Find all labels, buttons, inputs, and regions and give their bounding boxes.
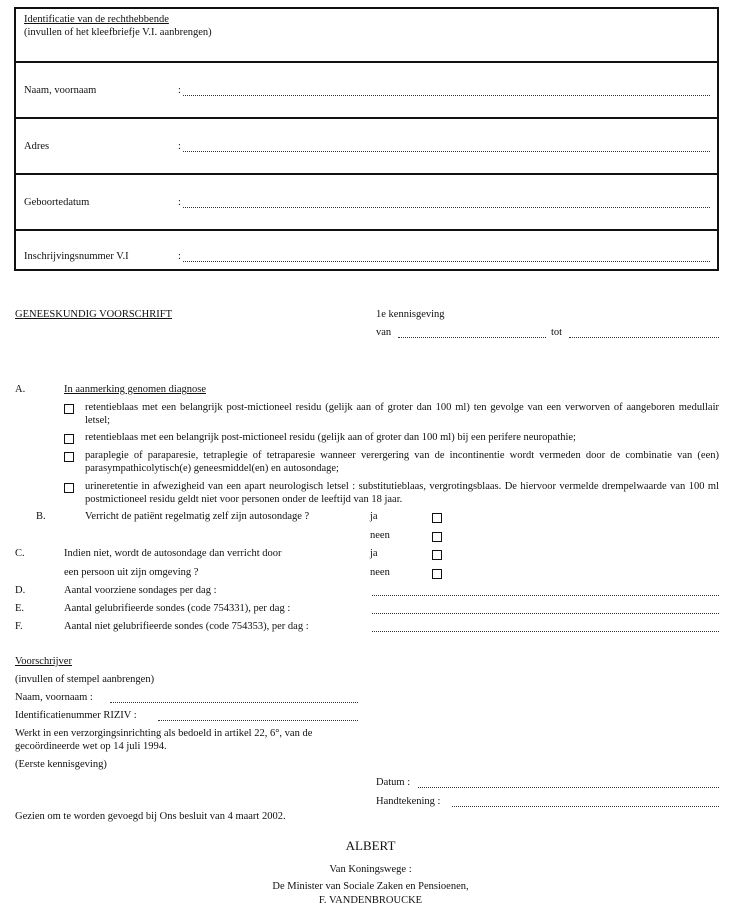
prescriber-institution-text: Werkt in een verzorgingsinrichting als bedoeld in artikel 22, 6°, van de gecoördineerde wet op 14 juli 1994. <box>15 728 313 752</box>
section-b-yes-label: ja <box>370 511 378 522</box>
field-row-name: Naam, voornaam : <box>16 61 717 119</box>
field-label-registration: Inschrijvingsnummer V.I <box>24 251 129 262</box>
diagnosis-checkbox-2[interactable] <box>64 434 74 444</box>
section-a-letter: A. <box>15 384 26 395</box>
diagnosis-checkbox-1[interactable] <box>64 404 74 414</box>
section-c-no-label: neen <box>370 567 390 578</box>
date-label: Datum : <box>376 777 411 788</box>
field-registration-input[interactable] <box>183 260 710 262</box>
decree-text: Gezien om te worden gevoegd bij Ons besluit van 4 maart 2002. <box>15 811 286 822</box>
field-birthdate-input[interactable] <box>183 206 710 208</box>
section-f-letter: F. <box>15 621 23 632</box>
field-label-name: Naam, voornaam <box>24 85 97 96</box>
id-title: Identificatie van de rechthebbende <box>24 14 169 25</box>
diagnosis-text-4: urineretentie in afwezigheid van een apart neurologisch letsel : substitutieblaas, vergrotingsblaas. De hiervoor vermelde drempelwaarde van 100 ml postmictioneel residu geldt niet voor personen onder de leeftijd van 18 jaar. <box>85 481 719 505</box>
van-input[interactable] <box>398 336 546 338</box>
prescriber-riziv-input[interactable] <box>158 719 358 721</box>
diagnosis-text-2: retentieblaas met een belangrijk post-mictioneel residu (gelijk aan of groter dan 100 ml) bij een perifere neuropathie; <box>85 432 576 443</box>
first-notice-label: (Eerste kennisgeving) <box>15 759 107 770</box>
field-row-address: Adres : <box>16 117 717 175</box>
notice-label: 1e kennisgeving <box>376 309 445 320</box>
section-f-text: Aantal niet gelubrifieerde sondes (code 754353), per dag : <box>64 621 309 632</box>
section-c-line2: een persoon uit zijn omgeving ? <box>64 567 199 578</box>
diagnosis-checkbox-3[interactable] <box>64 452 74 462</box>
section-b-letter: B. <box>36 511 46 522</box>
id-subtitle: (invullen of het kleefbriefje V.I. aanbrengen) <box>24 27 212 38</box>
section-a-title: In aanmerking genomen diagnose <box>64 384 206 395</box>
field-label-birthdate: Geboortedatum <box>24 197 90 208</box>
minister-name: F. VANDENBROUCKE <box>318 895 423 906</box>
section-c-yes-checkbox[interactable] <box>432 550 442 560</box>
section-b-no-checkbox[interactable] <box>432 532 442 542</box>
signature-input[interactable] <box>452 805 719 807</box>
section-e-input[interactable] <box>372 612 719 614</box>
section-e-text: Aantal gelubrifieerde sondes (code 754331), per dag : <box>64 603 291 614</box>
diagnosis-text-1: retentieblaas met een belangrijk post-mictioneel residu (gelijk aan of groter dan 100 ml) ten gevolge van een verworven of aangeboren medullair letsel; <box>85 402 719 426</box>
diagnosis-text-3: paraplegie of paraparesie, tetraplegie of tetraparesie wanneer verergering van de incontinentie wordt vermeden door de combinatie van (een) parasympathicolytisch(e) geneesmiddel(en) en autosondage; <box>85 450 719 474</box>
prescriber-heading: Voorschrijver <box>15 656 72 667</box>
signature-label: Handtekening : <box>376 796 441 807</box>
prescriber-stamp-note: (invullen of stempel aanbrengen) <box>15 674 155 685</box>
minister-title: De Minister van Sociale Zaken en Pensioenen, <box>272 881 469 892</box>
section-b-text: Verricht de patiënt regelmatig zelf zijn autosondage ? <box>85 511 310 522</box>
section-c-yes-label: ja <box>370 548 378 559</box>
tot-label: tot <box>551 327 563 338</box>
field-label-address: Adres <box>24 141 50 152</box>
prescriber-name-input[interactable] <box>110 701 358 703</box>
field-name-input[interactable] <box>183 94 710 96</box>
section-b-no-label: neen <box>370 530 390 541</box>
by-king-text: Van Koningswege : <box>329 864 412 875</box>
field-address-input[interactable] <box>183 150 710 152</box>
section-d-letter: D. <box>15 585 26 596</box>
prescription-heading: GENEESKUNDIG VOORSCHRIFT <box>15 309 173 320</box>
section-d-text: Aantal voorziene sondages per dag : <box>64 585 217 596</box>
king-name: ALBERT <box>345 838 396 853</box>
prescriber-name-label: Naam, voornaam : <box>15 692 93 703</box>
section-c-line1: Indien niet, wordt de autosondage dan verricht door <box>64 548 282 559</box>
prescriber-riziv-label: Identificatienummer RIZIV : <box>15 710 137 721</box>
van-label: van <box>376 327 392 338</box>
section-b-yes-checkbox[interactable] <box>432 513 442 523</box>
section-e-letter: E. <box>15 603 25 614</box>
diagnosis-checkbox-4[interactable] <box>64 483 74 493</box>
section-f-input[interactable] <box>372 630 719 632</box>
field-row-birthdate: Geboortedatum : <box>16 173 717 231</box>
field-row-registration: Inschrijvingsnummer V.I : <box>16 229 717 269</box>
date-input[interactable] <box>418 786 719 788</box>
section-d-input[interactable] <box>372 594 719 596</box>
tot-input[interactable] <box>569 336 719 338</box>
section-c-no-checkbox[interactable] <box>432 569 442 579</box>
identification-box <box>14 7 719 271</box>
section-c-letter: C. <box>15 548 25 559</box>
